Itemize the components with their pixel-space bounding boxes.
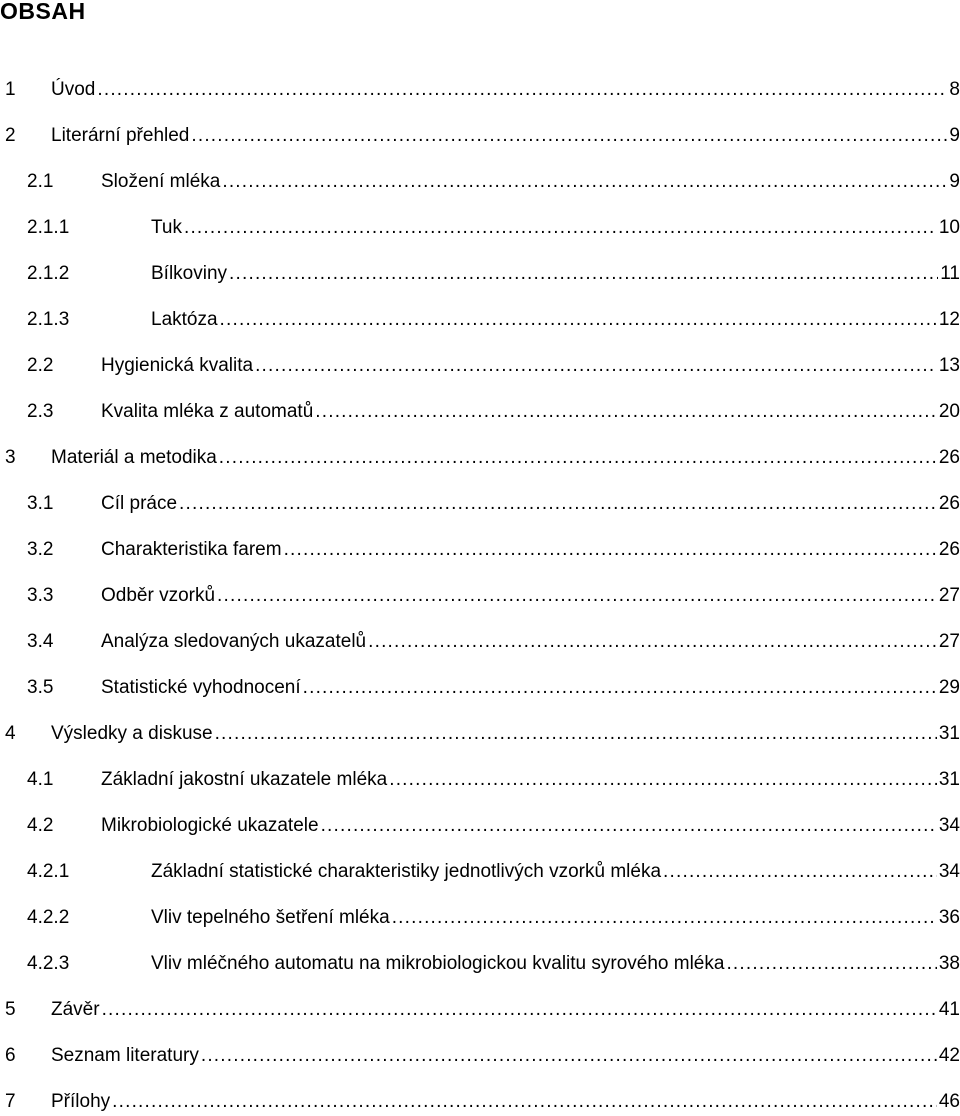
toc-entry-kvalita-mleka-z-automatu[interactable]	[27, 398, 960, 426]
toc-entry-page: 46	[938, 1091, 960, 1112]
dot-leader	[217, 582, 937, 610]
toc-entry-number: 4.2	[27, 815, 54, 836]
dot-leader	[726, 950, 936, 978]
dot-leader	[219, 444, 937, 472]
dot-leader	[321, 812, 937, 840]
toc-entry-number: 4.2.2	[27, 907, 70, 928]
dot-leader	[179, 490, 937, 518]
toc-entry-tuk[interactable]	[27, 214, 960, 242]
toc-entry-page: 11	[940, 263, 960, 284]
dot-leader	[191, 122, 947, 150]
dot-leader	[303, 674, 937, 702]
dot-leader	[220, 306, 937, 334]
toc-entry-title: Cíl práce	[101, 493, 178, 514]
toc-entry-bilkoviny[interactable]	[27, 260, 960, 288]
toc-entry-page: 12	[938, 309, 960, 330]
toc-entry-title: Kvalita mléka z automatů	[101, 401, 314, 422]
dot-leader	[184, 214, 937, 242]
toc-entry-number: 7	[5, 1091, 16, 1112]
dot-leader	[112, 1088, 937, 1116]
toc-entry-page: 9	[949, 171, 960, 192]
page-title: OBSAH	[0, 0, 86, 24]
dot-leader	[663, 858, 937, 886]
toc-entry-number: 3.3	[27, 585, 54, 606]
dot-leader	[222, 168, 947, 196]
toc-entry-page: 42	[938, 1045, 960, 1066]
toc-entry-title: Materiál a metodika	[51, 447, 217, 468]
toc-entry-vliv-tepelneho-setreni[interactable]	[27, 904, 960, 932]
toc-entry-number: 2.1.3	[27, 309, 70, 330]
toc-entry-vysledky-a-diskuse[interactable]	[5, 720, 960, 748]
toc-entry-statisticke-vyhodnoceni[interactable]	[27, 674, 960, 702]
toc-entry-title: Závěr	[51, 999, 100, 1020]
toc-entry-number: 5	[5, 999, 16, 1020]
toc-entry-page: 13	[938, 355, 960, 376]
toc-entry-page: 31	[938, 723, 960, 744]
toc-entry-literarni-prehled[interactable]	[5, 122, 960, 150]
toc-entry-analyza-sledovanych-ukazatelu[interactable]	[27, 628, 960, 656]
toc-entry-page: 8	[949, 79, 960, 100]
toc-entry-zakladni-jakostni-ukazatele[interactable]	[27, 766, 960, 794]
toc-entry-vliv-mlecneho-automatu[interactable]	[27, 950, 960, 978]
toc-entry-number: 3.4	[27, 631, 54, 652]
dot-leader	[102, 996, 937, 1024]
toc-entry-hygienicka-kvalita[interactable]	[27, 352, 960, 380]
dot-leader	[368, 628, 937, 656]
toc-entry-page: 38	[938, 953, 960, 974]
toc-entry-seznam-literatury[interactable]	[5, 1042, 960, 1070]
toc-entry-slozeni-mleka[interactable]	[27, 168, 960, 196]
toc-entry-charakteristika-farem[interactable]	[27, 536, 960, 564]
toc-entry-page: 26	[938, 539, 960, 560]
toc-entry-title: Základní jakostní ukazatele mléka	[101, 769, 388, 790]
toc-entry-number: 2.1	[27, 171, 54, 192]
toc-entry-title: Analýza sledovaných ukazatelů	[101, 631, 367, 652]
dot-leader	[215, 720, 937, 748]
toc-entry-title: Výsledky a diskuse	[51, 723, 213, 744]
toc-entry-page: 27	[938, 631, 960, 652]
toc-entry-number: 2	[5, 125, 16, 146]
toc-entry-material-a-metodika[interactable]	[5, 444, 960, 472]
dot-leader	[284, 536, 937, 564]
toc-entry-page: 29	[938, 677, 960, 698]
toc-entry-title: Vliv tepelného šetření mléka	[151, 907, 390, 928]
toc-entry-number: 2.1.2	[27, 263, 70, 284]
dot-leader	[229, 260, 938, 288]
toc-entry-title: Statistické vyhodnocení	[101, 677, 301, 698]
toc-entry-mikrobiologicke-ukazatele[interactable]	[27, 812, 960, 840]
toc-entry-laktoza[interactable]	[27, 306, 960, 334]
dot-leader	[255, 352, 937, 380]
dot-leader	[392, 904, 937, 932]
toc-entry-zakladni-statisticke-charakteristiky[interactable]	[27, 858, 960, 886]
toc-entry-page: 34	[938, 861, 960, 882]
toc-entry-title: Laktóza	[151, 309, 218, 330]
toc-entry-page: 10	[938, 217, 960, 238]
toc-entry-title: Úvod	[51, 79, 96, 100]
toc-entry-page: 26	[938, 493, 960, 514]
toc-entry-number: 4.2.3	[27, 953, 70, 974]
toc-entry-prilohy[interactable]	[5, 1088, 960, 1116]
toc-entry-title: Literární přehled	[51, 125, 190, 146]
toc-entry-number: 4	[5, 723, 16, 744]
toc-entry-title: Vliv mléčného automatu na mikrobiologickou kvalitu syrového mléka	[151, 953, 725, 974]
toc-entry-title: Hygienická kvalita	[101, 355, 254, 376]
toc-entry-number: 6	[5, 1045, 16, 1066]
toc-entry-title: Odběr vzorků	[101, 585, 216, 606]
toc-entry-page: 9	[949, 125, 960, 146]
toc-entry-number: 2.2	[27, 355, 54, 376]
toc-entry-title: Základní statistické charakteristiky jednotlivých vzorků mléka	[151, 861, 662, 882]
toc-entry-number: 1	[5, 79, 16, 100]
toc-entry-number: 3	[5, 447, 16, 468]
toc-entry-number: 2.3	[27, 401, 54, 422]
toc-entry-page: 27	[938, 585, 960, 606]
toc-entry-title: Mikrobiologické ukazatele	[101, 815, 319, 836]
toc-entry-page: 41	[938, 999, 960, 1020]
toc-entry-page: 36	[938, 907, 960, 928]
toc-entry-page: 34	[938, 815, 960, 836]
toc-entry-number: 4.1	[27, 769, 54, 790]
toc-entry-odber-vzorku[interactable]	[27, 582, 960, 610]
toc-entry-number: 2.1.1	[27, 217, 70, 238]
toc-entry-page: 20	[938, 401, 960, 422]
toc-entry-page: 31	[938, 769, 960, 790]
toc-entry-title: Tuk	[151, 217, 182, 238]
dot-leader	[389, 766, 937, 794]
dot-leader	[315, 398, 937, 426]
toc-entry-title: Přílohy	[51, 1091, 111, 1112]
toc-entry-title: Seznam literatury	[51, 1045, 199, 1066]
dot-leader	[97, 76, 947, 104]
toc-entry-title: Charakteristika farem	[101, 539, 282, 560]
toc-entry-page: 26	[938, 447, 960, 468]
toc-entry-uvod[interactable]	[5, 76, 960, 104]
toc-entry-number: 3.2	[27, 539, 54, 560]
toc-entry-number: 3.5	[27, 677, 54, 698]
toc-entry-number: 3.1	[27, 493, 54, 514]
toc-entry-title: Složení mléka	[101, 171, 221, 192]
toc-entry-zaver[interactable]	[5, 996, 960, 1024]
toc-entry-title: Bílkoviny	[151, 263, 228, 284]
toc-entry-number: 4.2.1	[27, 861, 70, 882]
toc-entry-cil-prace[interactable]	[27, 490, 960, 518]
dot-leader	[201, 1042, 937, 1070]
